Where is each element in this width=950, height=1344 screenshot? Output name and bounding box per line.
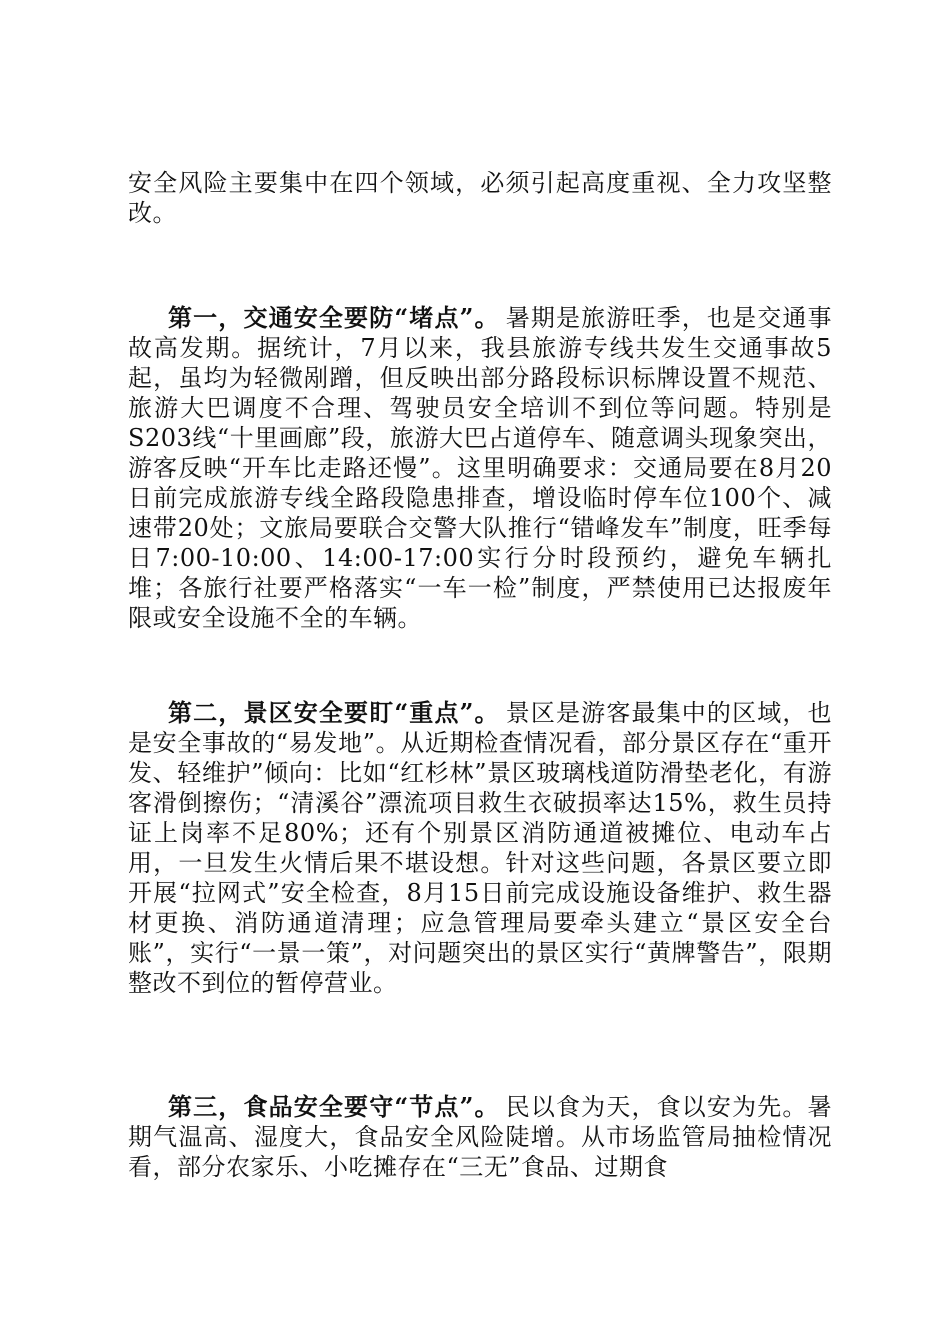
paragraph-lead: 第二，景区安全要盯“重点”。	[168, 698, 500, 727]
paragraph-traffic-safety	[128, 303, 832, 633]
paragraph-food-safety	[128, 1092, 832, 1182]
paragraph-body: 暑期是旅游旺季，也是交通事故高发期。据统计，7月以来，我县旅游专线共发生交通事故5起，虽均为轻微剐蹭，但反映出部分路段标识标牌设置不规范、旅游大巴调度不合理、驾驶员安全培训不到位等问题。特别是S203线“十里画廊”段，旅游大巴占道停车、随意调头现象突出，游客反映“开车比走路还慢”。这里明确要求：交通局要在8月20日前完成旅游专线全路段隐患排查，增设临时停车位100个、减速带20处；文旅局要联合交警大队推行“错峰发车”制度，旺季每日7:00-10:00、14:00-17:00实行分时段预约，避免车辆扎堆；各旅行社要严格落实“一车一检”制度，严禁使用已达报废年限或安全设施不全的车辆。	[128, 304, 833, 632]
paragraph-lead: 第一，交通安全要防“堵点”。	[168, 303, 500, 332]
paragraph-body: 民以食为天，食以安为先。暑期气温高、湿度大，食品安全风险陡增。从市场监管局抽检情况看，部分农家乐、小吃摊存在“三无”食品、过期食	[128, 1093, 833, 1181]
paragraph-lead: 第三，食品安全要守“节点”。	[168, 1092, 500, 1121]
intro-paragraph: 安全风险主要集中在四个领域，必须引起高度重视、全力攻坚整改。	[128, 169, 832, 227]
paragraph-scenic-safety	[128, 698, 832, 998]
paragraph-body: 景区是游客最集中的区域，也是安全事故的“易发地”。从近期检查情况看，部分景区存在“重开发、轻维护”倾向：比如“红杉林”景区玻璃栈道防滑垫老化，有游客滑倒擦伤；“清溪谷”漂流项目救生衣破损率达15%，救生员持证上岗率不足80%；还有个别景区消防通道被摊位、电动车占用，一旦发生火情后果不堪设想。针对这些问题，各景区要立即开展“拉网式”安全检查，8月15日前完成设施设备维护、救生器材更换、消防通道清理；应急管理局要牵头建立“景区安全台账”，实行“一景一策”，对问题突出的景区实行“黄牌警告”，限期整改不到位的暂停营业。	[128, 699, 833, 997]
